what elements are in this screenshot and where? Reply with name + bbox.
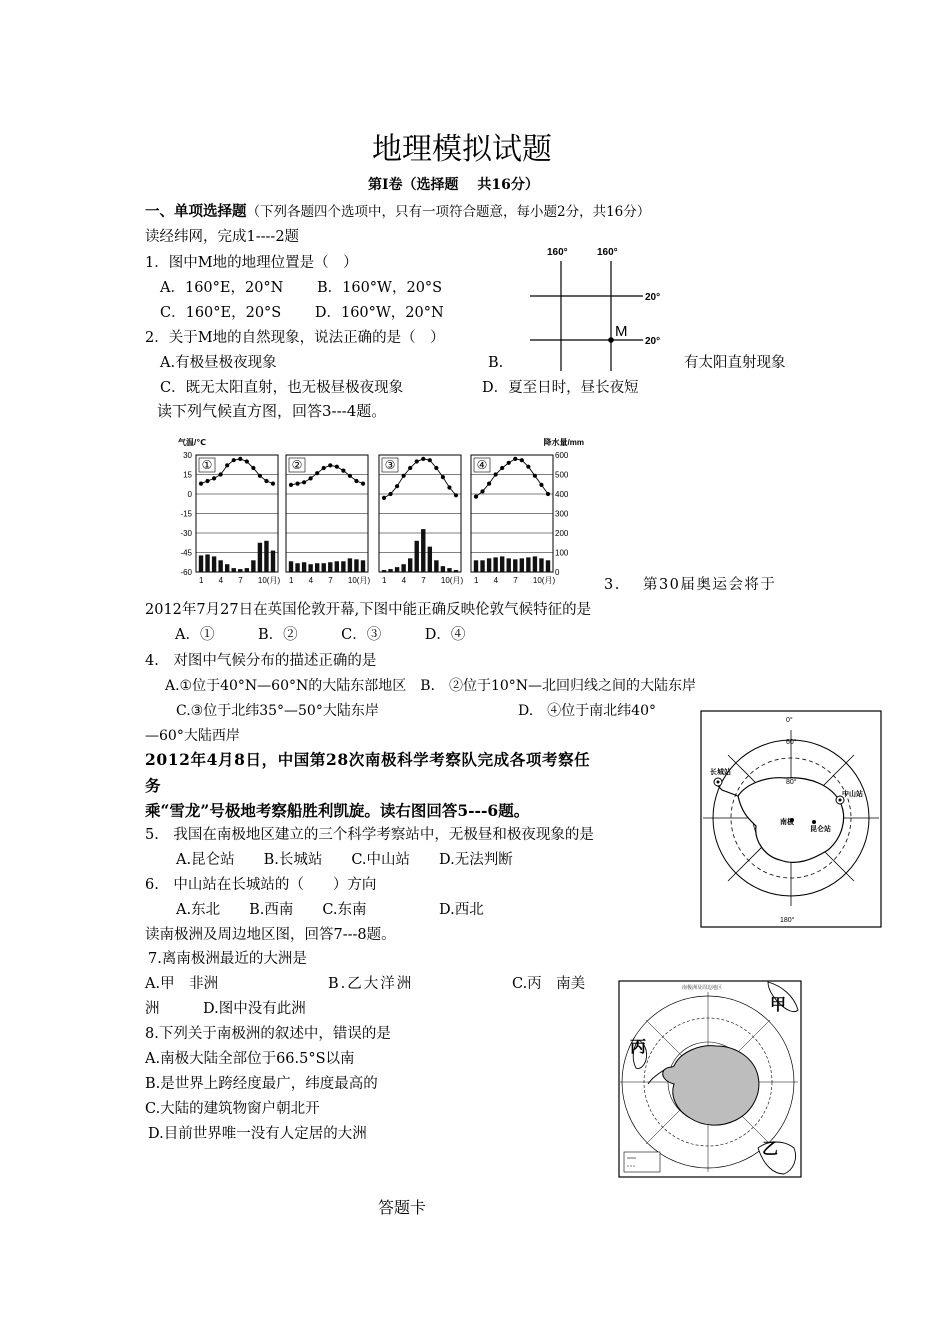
- month-tick-label: 7: [513, 576, 518, 585]
- grid-lat-top-label: 20°: [645, 292, 661, 303]
- temp-point: [341, 469, 345, 473]
- precip-bar: [258, 543, 262, 572]
- temp-point: [500, 466, 504, 470]
- q2-stem: 2．关于M地的自然现象，说法正确的是（ ）: [145, 330, 445, 346]
- q2-option-b-prefix: B.: [488, 355, 504, 371]
- intro-5-6-line1: 2012年4月8日，中国第28次南极科学考察队完成各项考察任: [145, 750, 591, 769]
- grid-lon-right-label: 160°: [597, 247, 618, 258]
- q3-options: A．① B．② C．③ D．④: [175, 627, 466, 643]
- precip-bar: [493, 557, 497, 572]
- precip-bar: [322, 563, 326, 572]
- precip-bar: [500, 556, 504, 572]
- temp-tick-label: 15: [183, 470, 192, 480]
- precip-bar: [401, 564, 405, 572]
- section-heading-line: [145, 205, 650, 220]
- precip-bar: [289, 561, 293, 572]
- climate-chart: [172, 430, 592, 590]
- month-tick-label: 4: [401, 576, 407, 585]
- temp-point: [315, 471, 319, 475]
- temp-point: [219, 472, 223, 476]
- month-tick-label: 1: [382, 576, 387, 585]
- temp-tick-label: 0: [187, 490, 192, 499]
- kunlun-station-marker: [812, 820, 816, 824]
- climate-panel-label: ②: [291, 458, 303, 472]
- temp-point: [533, 474, 537, 478]
- lat-lon-grid-map: [525, 243, 675, 373]
- precip-bar: [480, 560, 484, 572]
- temp-point: [205, 479, 209, 483]
- precip-bar: [315, 563, 319, 572]
- temp-point: [546, 492, 550, 496]
- precip-bar: [520, 558, 524, 572]
- climate-panel-label: ④: [476, 458, 488, 472]
- temp-point: [434, 466, 438, 470]
- precip-bar: [447, 568, 451, 572]
- temp-point: [539, 483, 543, 487]
- precip-bar: [232, 568, 236, 572]
- map-label-0deg: 0°: [786, 717, 793, 724]
- precip-bar: [454, 570, 458, 572]
- precip-bar: [434, 560, 438, 572]
- precip-bar: [264, 541, 268, 572]
- temp-point: [513, 457, 517, 461]
- temp-point: [302, 480, 306, 484]
- temp-tick-label: -30: [180, 529, 192, 538]
- precip-tick-label: 500: [555, 470, 569, 480]
- precip-bar: [225, 564, 229, 572]
- antarctic-stations-map: [700, 710, 882, 928]
- temp-tick-label: 30: [183, 451, 192, 460]
- precip-tick-label: 400: [555, 490, 569, 499]
- q5-options: A.昆仑站 B.长城站 C.中山站 D.无法判断: [176, 852, 513, 868]
- temp-point: [309, 476, 313, 480]
- changcheng-station-label: 长城站: [710, 769, 731, 776]
- temp-point: [447, 485, 451, 489]
- temp-point: [295, 482, 299, 486]
- precip-bar: [218, 560, 222, 572]
- grid-lat-bottom-label: 20°: [645, 336, 661, 347]
- temp-point: [335, 465, 339, 469]
- q7-option-a: A.甲 非洲: [145, 976, 219, 992]
- precip-bar: [441, 566, 445, 572]
- temp-axis-title: 气温/℃: [178, 438, 206, 447]
- q3-stem-line1: 3. 第30届奥运会将于: [604, 577, 777, 593]
- temp-point: [441, 475, 445, 479]
- temp-tick-label: -15: [180, 509, 192, 519]
- precip-bar: [348, 558, 352, 572]
- precip-bar: [341, 561, 345, 572]
- temp-point: [225, 463, 229, 467]
- month-tick-label: 7: [328, 576, 333, 585]
- month-tick-label: 10(月): [440, 576, 464, 585]
- month-tick-label: 10(月): [347, 576, 371, 585]
- precip-bar: [308, 564, 312, 572]
- map-label-60deg: 60°: [786, 739, 797, 746]
- temp-tick-label: -60: [180, 568, 192, 577]
- q5-stem: 5. 我国在南极地区建立的三个科学考察站中，无极昼和极夜现象的是: [145, 827, 594, 843]
- map-label-180deg: 180°: [780, 917, 795, 924]
- precip-bar: [428, 547, 432, 572]
- temp-point: [388, 492, 392, 496]
- temp-point: [258, 474, 262, 478]
- intro-5-6-line3: 乘“雪龙”号极地考察船胜利凯旋。读右图回答5---6题。: [145, 801, 530, 820]
- precip-bar: [546, 560, 550, 572]
- q3-stem-line2: 2012年7月27日在英国伦敦开幕,下图中能正确反映伦敦气候特征的是: [145, 602, 592, 618]
- month-tick-label: 4: [218, 576, 224, 585]
- precip-bar: [205, 554, 209, 572]
- temp-tick-label: -45: [180, 548, 192, 558]
- precip-bar: [238, 569, 242, 572]
- temp-point: [328, 463, 332, 467]
- precip-bar: [415, 541, 419, 572]
- precip-bar: [199, 555, 203, 572]
- month-tick-label: 10(月): [257, 576, 281, 585]
- precip-bar: [271, 551, 275, 572]
- month-tick-label: 10(月): [532, 576, 556, 585]
- continent-map-header: 南极洲及周边地区: [682, 985, 723, 991]
- month-tick-label: 1: [289, 576, 294, 585]
- antarctica-continents-map: [618, 980, 802, 1178]
- q4-option-d: D. ④位于南北纬40°: [518, 703, 656, 719]
- temp-point: [245, 459, 249, 463]
- precip-bar: [382, 570, 386, 572]
- precip-bar: [395, 567, 399, 572]
- precip-bar: [487, 558, 491, 572]
- section-heading: 一、单项选择题: [145, 203, 247, 220]
- precip-bar: [513, 559, 517, 572]
- q8-option-a: A.南极大陆全部位于66.5°S以南: [145, 1051, 355, 1067]
- answer-card-heading: 答题卡: [378, 1198, 427, 1217]
- temp-point: [199, 482, 203, 486]
- intro-5-6-line2: 务: [145, 776, 161, 795]
- precip-bar: [302, 562, 306, 572]
- precip-bar: [328, 562, 332, 572]
- precip-bar: [212, 556, 216, 572]
- temp-point: [348, 474, 352, 478]
- temp-point: [408, 466, 412, 470]
- temp-point: [212, 476, 216, 480]
- temp-point: [415, 459, 419, 463]
- temp-point: [382, 496, 386, 500]
- label-bing: 丙: [630, 1039, 647, 1056]
- precip-bar: [361, 560, 365, 572]
- grid-lon-left-label: 160°: [547, 247, 568, 258]
- temp-point: [402, 474, 406, 478]
- label-jia: 甲: [770, 997, 787, 1014]
- temp-point: [232, 458, 236, 462]
- q6-options: A.东北 B.西南 C.东南 D.西北: [176, 902, 484, 918]
- q7-option-c: C.丙 南美: [512, 976, 586, 992]
- temp-point: [474, 495, 478, 499]
- map-label-80deg: 80°: [786, 779, 797, 786]
- grid-point-m-label: M: [615, 323, 628, 340]
- precip-tick-label: 100: [555, 548, 569, 558]
- temp-point: [264, 479, 268, 483]
- intro-7-8: 读南极洲及周边地区图，回答7---8题。: [145, 927, 396, 943]
- q1-options-row2: C．160°E，20°S D．160°W，20°N: [160, 305, 444, 321]
- q7-stem: 7.离南极洲最近的大洲是: [148, 951, 307, 967]
- month-tick-label: 1: [199, 576, 204, 585]
- precip-bar: [533, 556, 537, 572]
- page-title: 地理模拟试题: [372, 132, 552, 167]
- precip-bar: [335, 561, 339, 572]
- month-tick-label: 1: [474, 576, 479, 585]
- q8-option-d: D.目前世界唯一没有人定居的大洲: [148, 1126, 367, 1142]
- temp-point: [520, 458, 524, 462]
- q7-option-b: B.乙大洋洲: [328, 976, 414, 992]
- precip-bar: [354, 559, 358, 572]
- temp-point: [361, 482, 365, 486]
- temp-point: [289, 483, 293, 487]
- month-tick-label: 4: [308, 576, 314, 585]
- precip-bar: [507, 558, 511, 572]
- kunlun-station-label: 昆仑站: [810, 826, 831, 833]
- precip-bar: [421, 529, 425, 572]
- label-yi: 乙: [762, 1141, 779, 1158]
- q2-option-c: C．既无太阳直射，也无极昼极夜现象: [160, 380, 404, 396]
- precip-bar: [539, 558, 543, 572]
- q4-options-row1: A.①位于40°N—60°N的大陆东部地区 B. ②位于10°N—北回归线之间的大陆东岸: [165, 678, 697, 694]
- temp-point: [271, 482, 275, 486]
- precip-bar: [408, 558, 412, 572]
- temp-point: [421, 457, 425, 461]
- section-instruction: （下列各题四个选项中，只有一项符合题意，每小题2分，共16分）: [246, 204, 651, 220]
- temp-point: [238, 457, 242, 461]
- map-legend-box: [624, 1152, 660, 1172]
- precip-tick-label: 200: [555, 529, 569, 538]
- temp-point: [487, 482, 491, 486]
- q8-option-c: C.大陆的建筑物窗户朝北开: [145, 1101, 320, 1117]
- grid-point-m: [608, 337, 614, 343]
- precip-bar: [388, 569, 392, 572]
- q8-option-b: B.是世界上跨经度最广，纬度最高的: [145, 1076, 378, 1092]
- precip-axis-title: 降水量/mm: [543, 438, 584, 447]
- intro-1-2: 读经纬网，完成1----2题: [145, 229, 300, 245]
- temp-point: [428, 458, 432, 462]
- q4-stem: 4. 对图中气候分布的描述正确的是: [145, 653, 377, 669]
- section-subtitle: 第Ⅰ卷（选择题 共16分）: [368, 177, 539, 193]
- q8-stem: 8.下列关于南极洲的叙述中，错误的是: [145, 1026, 391, 1042]
- climate-panel-label: ③: [384, 458, 396, 472]
- temp-point: [454, 493, 458, 497]
- precip-tick-label: 300: [555, 509, 569, 519]
- intro-3-4: 读下列气候直方图，回答3---4题。: [157, 402, 387, 420]
- q2-option-b-suffix: 有太阳直射现象: [684, 355, 786, 371]
- precip-bar: [295, 563, 299, 572]
- precip-tick-label: 0: [555, 568, 560, 577]
- month-tick-label: 7: [238, 576, 243, 585]
- temp-point: [480, 489, 484, 493]
- temp-point: [507, 461, 511, 465]
- q1-stem: 1．图中M地的地理位置是（ ）: [145, 255, 358, 271]
- precip-bar: [245, 568, 249, 572]
- precip-bar: [251, 560, 255, 572]
- q4-option-c: C.③位于北纬35°—50°大陆东岸: [176, 703, 379, 719]
- climate-panel-label: ①: [201, 458, 213, 472]
- temp-point: [395, 484, 399, 488]
- temp-point: [526, 465, 530, 469]
- precip-bar: [474, 560, 478, 572]
- q7-options-row2: 洲 D.图中没有此洲: [145, 1001, 306, 1017]
- temp-point: [251, 466, 255, 470]
- precip-bar: [526, 557, 530, 572]
- temp-point: [354, 479, 358, 483]
- month-tick-label: 4: [493, 576, 499, 585]
- month-tick-label: 7: [421, 576, 426, 585]
- q6-stem: 6. 中山站在长城站的（ ）方向: [145, 877, 377, 893]
- temp-point: [494, 472, 498, 476]
- q2-option-a: A.有极昼极夜现象: [160, 355, 277, 371]
- zhongshan-station-label: 中山站: [842, 791, 863, 798]
- q2-option-d: D．夏至日时，昼长夜短: [482, 380, 639, 396]
- precip-tick-label: 600: [555, 451, 569, 460]
- temp-point: [322, 466, 326, 470]
- q4-option-d-cont: —60°大陆西岸: [145, 728, 240, 744]
- south-pole-label: 南极: [780, 819, 794, 826]
- q1-options-row1: A．160°E，20°N B．160°W，20°S: [160, 280, 443, 296]
